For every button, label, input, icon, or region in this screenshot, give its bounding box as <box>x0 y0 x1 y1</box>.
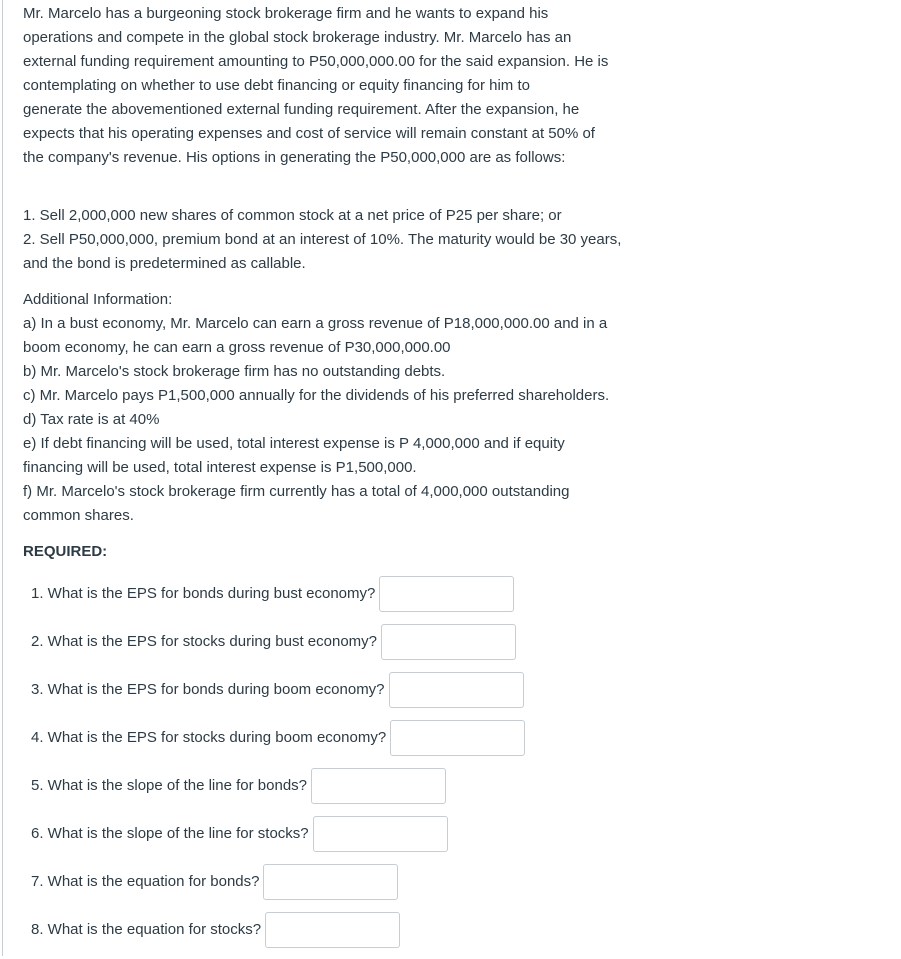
intro-paragraph <box>23 2 883 170</box>
intro-line: expects that his operating expenses and cost of service will remain constant at 50% of <box>23 125 595 142</box>
answer-input-7[interactable] <box>263 864 398 900</box>
question-text: 4. What is the EPS for stocks during boom economy? <box>31 729 387 746</box>
intro-line: Mr. Marcelo has a burgeoning stock brokerage firm and he wants to expand his <box>23 5 549 22</box>
answer-input-1[interactable] <box>379 576 514 612</box>
additional-information <box>23 288 883 528</box>
option-line: 2. Sell P50,000,000, premium bond at an interest of 10%. The maturity would be 30 years, <box>23 231 622 248</box>
answer-input-6[interactable] <box>313 816 448 852</box>
question-content <box>23 2 883 959</box>
answer-input-2[interactable] <box>381 624 516 660</box>
question-text: 6. What is the slope of the line for stocks? <box>31 825 309 842</box>
question-row <box>31 623 883 661</box>
additional-line: b) Mr. Marcelo's stock brokerage firm has no outstanding debts. <box>23 363 446 380</box>
intro-line: contemplating on whether to use debt financing or equity financing for him to <box>23 77 530 94</box>
question-text: 3. What is the EPS for bonds during boom economy? <box>31 681 385 698</box>
answer-input-8[interactable] <box>265 912 400 948</box>
additional-line: e) If debt financing will be used, total interest expense is P 4,000,000 and if equity <box>23 435 565 452</box>
question-row <box>31 815 883 853</box>
question-text: 1. What is the EPS for bonds during bust economy? <box>31 585 376 602</box>
content-left-border <box>2 0 3 956</box>
additional-line: c) Mr. Marcelo pays P1,500,000 annually for the dividends of his preferred shareholders. <box>23 387 610 404</box>
question-list <box>23 575 883 949</box>
intro-line: generate the abovementioned external funding requirement. After the expansion, he <box>23 101 580 118</box>
question-row <box>31 911 883 949</box>
question-row <box>31 671 883 709</box>
question-row <box>31 863 883 901</box>
intro-line: operations and compete in the global stock brokerage industry. Mr. Marcelo has an <box>23 29 572 46</box>
question-row <box>31 575 883 613</box>
question-text: 2. What is the EPS for stocks during bust economy? <box>31 633 377 650</box>
additional-line: financing will be used, total interest expense is P1,500,000. <box>23 459 417 476</box>
question-row <box>31 767 883 805</box>
additional-line: common shares. <box>23 507 134 524</box>
option-line: 1. Sell 2,000,000 new shares of common stock at a net price of P25 per share; or <box>23 207 562 224</box>
answer-input-3[interactable] <box>389 672 524 708</box>
intro-line: external funding requirement amounting to P50,000,000.00 for the said expansion. He is <box>23 53 609 70</box>
financing-options <box>23 204 883 276</box>
additional-line: a) In a bust economy, Mr. Marcelo can earn a gross revenue of P18,000,000.00 and in a <box>23 315 608 332</box>
question-text: 7. What is the equation for bonds? <box>31 873 260 890</box>
question-text: 5. What is the slope of the line for bonds? <box>31 777 307 794</box>
additional-line: f) Mr. Marcelo's stock brokerage firm currently has a total of 4,000,000 outstanding <box>23 483 570 500</box>
answer-input-4[interactable] <box>390 720 525 756</box>
option-line: and the bond is predetermined as callable. <box>23 255 306 272</box>
answer-input-5[interactable] <box>311 768 446 804</box>
intro-line: the company's revenue. His options in generating the P50,000,000 are as follows: <box>23 149 566 166</box>
question-row <box>31 719 883 757</box>
question-text: 8. What is the equation for stocks? <box>31 921 262 938</box>
additional-heading: Additional Information: <box>23 291 173 308</box>
required-heading: REQUIRED: <box>23 543 108 560</box>
additional-line: boom economy, he can earn a gross revenue of P30,000,000.00 <box>23 339 451 356</box>
additional-line: d) Tax rate is at 40% <box>23 411 160 428</box>
